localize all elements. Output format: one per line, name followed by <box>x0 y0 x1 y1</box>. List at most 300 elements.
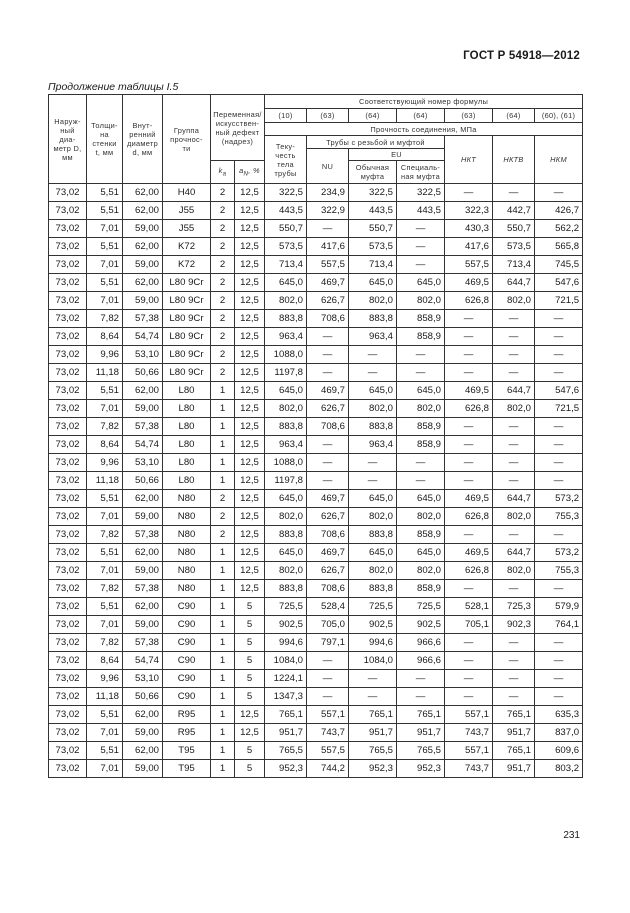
table-cell: 797,1 <box>307 634 349 652</box>
table-cell: 1 <box>211 616 235 634</box>
table-cell: 73,02 <box>49 328 87 346</box>
table-cell: 5,51 <box>87 544 123 562</box>
table-cell: 713,4 <box>349 256 397 274</box>
table-cell: 743,7 <box>445 760 493 778</box>
table-cell: — <box>349 670 397 688</box>
table-cell: 57,38 <box>123 580 163 598</box>
table-cell: 550,7 <box>265 220 307 238</box>
table-cell: 12,5 <box>235 544 265 562</box>
table-cell: 745,5 <box>535 256 583 274</box>
table-cell: 73,02 <box>49 724 87 742</box>
table-cell: 951,7 <box>493 760 535 778</box>
table-cell: 902,5 <box>349 616 397 634</box>
table-cell: 645,0 <box>397 274 445 292</box>
table-cell: 1197,8 <box>265 472 307 490</box>
table-cell: 7,01 <box>87 292 123 310</box>
table-cell: 644,7 <box>493 274 535 292</box>
table-cell: 2 <box>211 274 235 292</box>
table-cell: 951,7 <box>265 724 307 742</box>
table-cell: 62,00 <box>123 490 163 508</box>
table-cell: 2 <box>211 526 235 544</box>
table-cell: — <box>445 688 493 706</box>
table-cell: 7,01 <box>87 220 123 238</box>
table-cell: 802,0 <box>397 562 445 580</box>
table-cell: 743,7 <box>445 724 493 742</box>
table-cell: 802,0 <box>493 562 535 580</box>
table-cell: — <box>349 472 397 490</box>
table-cell: — <box>535 310 583 328</box>
table-row <box>49 490 583 508</box>
table-cell: 550,7 <box>493 220 535 238</box>
table-cell: 2 <box>211 328 235 346</box>
table-cell: 234,9 <box>307 184 349 202</box>
table-cell: 883,8 <box>265 526 307 544</box>
table-cell: L80 <box>163 454 211 472</box>
table-row <box>49 706 583 724</box>
table-cell: 858,9 <box>397 526 445 544</box>
table-cell: 73,02 <box>49 400 87 418</box>
table-cell: 5,51 <box>87 706 123 724</box>
table-cell: 469,7 <box>307 274 349 292</box>
table-cell: 62,00 <box>123 238 163 256</box>
table-cell: — <box>445 184 493 202</box>
table-cell: K72 <box>163 256 211 274</box>
table-cell: C90 <box>163 652 211 670</box>
table-cell: — <box>493 526 535 544</box>
table-cell: — <box>397 346 445 364</box>
table-cell: — <box>445 472 493 490</box>
table-cell: 755,3 <box>535 562 583 580</box>
table-cell: 725,3 <box>493 598 535 616</box>
table-cell: L80 <box>163 472 211 490</box>
table-cell: 765,1 <box>493 742 535 760</box>
table-cell: 322,5 <box>397 184 445 202</box>
table-cell: 469,5 <box>445 490 493 508</box>
table-cell: 73,02 <box>49 202 87 220</box>
table-cell: 1197,8 <box>265 364 307 382</box>
table-cell: 743,7 <box>307 724 349 742</box>
table-cell: 59,00 <box>123 724 163 742</box>
table-cell: 73,02 <box>49 472 87 490</box>
table-cell: 645,0 <box>265 274 307 292</box>
table-cell: 73,02 <box>49 292 87 310</box>
table-cell: 50,66 <box>123 472 163 490</box>
table-cell: — <box>535 436 583 454</box>
table-cell: — <box>445 364 493 382</box>
table-cell: 5 <box>235 634 265 652</box>
table-cell: — <box>493 634 535 652</box>
table-row <box>49 688 583 706</box>
table-cell: 73,02 <box>49 634 87 652</box>
table-cell: 626,7 <box>307 400 349 418</box>
table-cell: 725,5 <box>397 598 445 616</box>
table-cell: 469,5 <box>445 382 493 400</box>
table-cell: 62,00 <box>123 382 163 400</box>
table-cell: 12,5 <box>235 706 265 724</box>
table-cell: 2 <box>211 220 235 238</box>
table-cell: R95 <box>163 706 211 724</box>
formula-number: (64) <box>349 109 397 123</box>
table-cell: C90 <box>163 670 211 688</box>
table-cell: — <box>535 580 583 598</box>
table-cell: 12,5 <box>235 274 265 292</box>
table-cell: 557,1 <box>445 706 493 724</box>
formula-number: (64) <box>493 109 535 123</box>
table-cell: — <box>445 418 493 436</box>
table-cell: 62,00 <box>123 544 163 562</box>
table-cell: 765,1 <box>349 706 397 724</box>
table-cell: — <box>535 688 583 706</box>
table-cell: 966,6 <box>397 634 445 652</box>
table-cell: 1084,0 <box>265 652 307 670</box>
table-cell: 802,0 <box>265 562 307 580</box>
table-cell: L80 <box>163 400 211 418</box>
table-cell: 73,02 <box>49 742 87 760</box>
table-cell: — <box>349 454 397 472</box>
table-row <box>49 472 583 490</box>
table-cell: — <box>397 364 445 382</box>
table-cell: 883,8 <box>265 418 307 436</box>
table-cell: — <box>493 418 535 436</box>
table-cell: 837,0 <box>535 724 583 742</box>
table-cell: 579,9 <box>535 598 583 616</box>
table-cell: 469,5 <box>445 274 493 292</box>
table-caption: Продолжение таблицы I.5 <box>48 81 179 93</box>
table-cell: 59,00 <box>123 616 163 634</box>
table-cell: 73,02 <box>49 508 87 526</box>
table-cell: N80 <box>163 490 211 508</box>
table-cell: L80 <box>163 382 211 400</box>
table-cell: 802,0 <box>265 508 307 526</box>
table-cell: H40 <box>163 184 211 202</box>
table-cell: 5 <box>235 616 265 634</box>
table-cell: 528,4 <box>307 598 349 616</box>
table-cell: 59,00 <box>123 760 163 778</box>
table-cell: 73,02 <box>49 382 87 400</box>
table-cell: 8,64 <box>87 652 123 670</box>
formula-number: (63) <box>307 109 349 123</box>
table-cell: 573,5 <box>493 238 535 256</box>
table-cell: 5,51 <box>87 184 123 202</box>
table-cell: 12,5 <box>235 256 265 274</box>
table-cell: 858,9 <box>397 328 445 346</box>
table-row <box>49 580 583 598</box>
table-cell: — <box>535 184 583 202</box>
table-cell: 557,1 <box>307 706 349 724</box>
table-cell: — <box>307 688 349 706</box>
table-cell: 645,0 <box>397 382 445 400</box>
table-cell: L80 9Cr <box>163 274 211 292</box>
table-cell: 952,3 <box>349 760 397 778</box>
table-cell: 54,74 <box>123 328 163 346</box>
table-cell: — <box>397 256 445 274</box>
table-cell: 54,74 <box>123 652 163 670</box>
table-cell: 12,5 <box>235 526 265 544</box>
table-row <box>49 526 583 544</box>
table-cell: 1 <box>211 580 235 598</box>
table-cell: 573,5 <box>265 238 307 256</box>
col-body-yield: Теку- честь тела трубы <box>265 136 307 184</box>
table-cell: — <box>493 436 535 454</box>
table-cell: — <box>445 310 493 328</box>
table-row <box>49 346 583 364</box>
table-cell: 12,5 <box>235 364 265 382</box>
table-cell: — <box>349 364 397 382</box>
table-row <box>49 292 583 310</box>
table-cell: 708,6 <box>307 526 349 544</box>
table-cell: 59,00 <box>123 400 163 418</box>
table-cell: 963,4 <box>349 436 397 454</box>
table-cell: 73,02 <box>49 184 87 202</box>
table-cell: 645,0 <box>349 382 397 400</box>
table-cell: 2 <box>211 490 235 508</box>
table-cell: — <box>397 472 445 490</box>
table-cell: — <box>493 688 535 706</box>
table-cell: 902,3 <box>493 616 535 634</box>
table-cell: 12,5 <box>235 310 265 328</box>
table-cell: 858,9 <box>397 436 445 454</box>
table-cell: — <box>307 652 349 670</box>
table-cell: 12,5 <box>235 562 265 580</box>
table-cell: 626,7 <box>307 562 349 580</box>
table-cell: L80 9Cr <box>163 292 211 310</box>
table-cell: 469,7 <box>307 490 349 508</box>
table-row <box>49 544 583 562</box>
table-cell: 951,7 <box>493 724 535 742</box>
table-cell: 883,8 <box>349 310 397 328</box>
table-cell: 73,02 <box>49 310 87 328</box>
table-cell: 645,0 <box>349 490 397 508</box>
table-cell: 73,02 <box>49 220 87 238</box>
table-cell: 645,0 <box>349 274 397 292</box>
table-cell: 765,5 <box>397 742 445 760</box>
table-cell: 713,4 <box>493 256 535 274</box>
table-cell: 550,7 <box>349 220 397 238</box>
table-cell: — <box>349 346 397 364</box>
table-row <box>49 508 583 526</box>
table-cell: 557,5 <box>307 742 349 760</box>
table-cell: 765,1 <box>493 706 535 724</box>
table-cell: 1088,0 <box>265 454 307 472</box>
table-cell: 1 <box>211 382 235 400</box>
table-cell: 626,7 <box>307 508 349 526</box>
table-cell: 952,3 <box>265 760 307 778</box>
table-cell: 59,00 <box>123 562 163 580</box>
table-cell: 7,82 <box>87 310 123 328</box>
table-cell: 802,0 <box>397 292 445 310</box>
table-cell: 12,5 <box>235 184 265 202</box>
table-cell: 7,82 <box>87 580 123 598</box>
table-cell: 708,6 <box>307 310 349 328</box>
table-row <box>49 670 583 688</box>
table-row <box>49 724 583 742</box>
table-cell: 12,5 <box>235 580 265 598</box>
table-cell: 73,02 <box>49 652 87 670</box>
table-cell: 5,51 <box>87 490 123 508</box>
table-cell: 7,01 <box>87 760 123 778</box>
table-cell: 645,0 <box>397 490 445 508</box>
table-cell: — <box>535 472 583 490</box>
table-cell: 73,02 <box>49 418 87 436</box>
table-cell: — <box>535 670 583 688</box>
table-row <box>49 256 583 274</box>
col-nkt: НКТ <box>445 136 493 184</box>
table-row <box>49 742 583 760</box>
table-cell: — <box>307 220 349 238</box>
table-cell: 50,66 <box>123 688 163 706</box>
table-cell: R95 <box>163 724 211 742</box>
table-cell: 2 <box>211 292 235 310</box>
strength-table <box>48 94 583 778</box>
eu-header: EU <box>349 149 445 161</box>
table-row <box>49 436 583 454</box>
table-cell: 573,2 <box>535 490 583 508</box>
table-cell: 1084,0 <box>349 652 397 670</box>
table-cell: C90 <box>163 598 211 616</box>
table-cell: 765,5 <box>265 742 307 760</box>
table-cell: — <box>397 220 445 238</box>
table-cell: L80 9Cr <box>163 364 211 382</box>
table-cell: — <box>535 526 583 544</box>
table-cell: — <box>307 670 349 688</box>
table-cell: — <box>535 454 583 472</box>
col-inner-diameter: Внут- ренний диаметр d, мм <box>123 95 163 184</box>
table-cell: 2 <box>211 346 235 364</box>
table-cell: 73,02 <box>49 526 87 544</box>
table-cell: 73,02 <box>49 544 87 562</box>
table-cell: 12,5 <box>235 238 265 256</box>
table-cell: 5 <box>235 760 265 778</box>
table-cell: 644,7 <box>493 382 535 400</box>
table-cell: 430,3 <box>445 220 493 238</box>
table-cell: 73,02 <box>49 688 87 706</box>
col-k-a: $k_а$ <box>211 161 235 184</box>
table-cell: 5 <box>235 742 265 760</box>
table-cell: 12,5 <box>235 346 265 364</box>
table-cell: — <box>307 364 349 382</box>
table-cell: — <box>445 328 493 346</box>
table-cell: 9,96 <box>87 454 123 472</box>
table-cell: 803,2 <box>535 760 583 778</box>
table-cell: 713,4 <box>265 256 307 274</box>
table-cell: 802,0 <box>349 292 397 310</box>
table-cell: — <box>445 652 493 670</box>
table-cell: 951,7 <box>397 724 445 742</box>
col-nu: NU <box>307 149 349 184</box>
table-cell: 609,6 <box>535 742 583 760</box>
table-cell: 12,5 <box>235 454 265 472</box>
table-cell: 902,5 <box>265 616 307 634</box>
table-cell: 708,6 <box>307 580 349 598</box>
table-cell: 765,5 <box>349 742 397 760</box>
table-cell: 53,10 <box>123 346 163 364</box>
table-cell: 765,1 <box>397 706 445 724</box>
table-cell: 626,7 <box>307 292 349 310</box>
table-cell: 802,0 <box>493 292 535 310</box>
table-cell: 12,5 <box>235 400 265 418</box>
table-cell: 53,10 <box>123 670 163 688</box>
table-cell: 469,5 <box>445 544 493 562</box>
table-cell: 802,0 <box>265 400 307 418</box>
table-cell: 645,0 <box>265 382 307 400</box>
col-regular-coupling: Обычная муфта <box>349 161 397 184</box>
table-cell: 73,02 <box>49 598 87 616</box>
table-cell: 469,7 <box>307 544 349 562</box>
table-cell: 12,5 <box>235 328 265 346</box>
table-cell: 73,02 <box>49 760 87 778</box>
table-cell: 54,74 <box>123 436 163 454</box>
table-cell: 2 <box>211 238 235 256</box>
table-cell: L80 <box>163 436 211 454</box>
table-cell: N80 <box>163 544 211 562</box>
table-cell: 705,0 <box>307 616 349 634</box>
table-cell: 565,8 <box>535 238 583 256</box>
table-cell: 426,7 <box>535 202 583 220</box>
table-cell: 951,7 <box>349 724 397 742</box>
table-cell: 7,01 <box>87 400 123 418</box>
table-cell: 50,66 <box>123 364 163 382</box>
strength-header: Прочность соединения, МПа <box>265 123 583 136</box>
table-cell: — <box>397 238 445 256</box>
table-row <box>49 562 583 580</box>
table-cell: 1 <box>211 472 235 490</box>
table-cell: 5,51 <box>87 202 123 220</box>
table-cell: T95 <box>163 742 211 760</box>
table-cell: 626,8 <box>445 562 493 580</box>
table-cell: L80 9Cr <box>163 310 211 328</box>
table-cell: 73,02 <box>49 580 87 598</box>
table-cell: 1 <box>211 436 235 454</box>
table-cell: 62,00 <box>123 598 163 616</box>
table-cell: 5,51 <box>87 598 123 616</box>
table-cell: 73,02 <box>49 706 87 724</box>
table-cell: 725,5 <box>349 598 397 616</box>
table-row <box>49 364 583 382</box>
table-cell: 765,1 <box>265 706 307 724</box>
table-cell: 994,6 <box>265 634 307 652</box>
table-cell: 963,4 <box>349 328 397 346</box>
table-cell: — <box>397 688 445 706</box>
table-row <box>49 598 583 616</box>
table-row <box>49 382 583 400</box>
table-cell: 12,5 <box>235 382 265 400</box>
table-cell: 8,64 <box>87 328 123 346</box>
table-cell: — <box>493 472 535 490</box>
table-cell: 12,5 <box>235 220 265 238</box>
table-cell: 547,6 <box>535 274 583 292</box>
table-cell: L80 9Cr <box>163 328 211 346</box>
table-cell: 802,0 <box>349 508 397 526</box>
table-cell: 7,01 <box>87 724 123 742</box>
col-wall-thickness: Толщи- на стенки t, мм <box>87 95 123 184</box>
table-cell: 73,02 <box>49 364 87 382</box>
formula-number: (64) <box>397 109 445 123</box>
table-cell: 12,5 <box>235 472 265 490</box>
table-cell: 1 <box>211 634 235 652</box>
table-cell: 802,0 <box>349 562 397 580</box>
table-cell: — <box>445 436 493 454</box>
table-cell: 725,5 <box>265 598 307 616</box>
table-cell: 1347,3 <box>265 688 307 706</box>
table-cell: — <box>397 670 445 688</box>
table-cell: 62,00 <box>123 184 163 202</box>
table-cell: 12,5 <box>235 724 265 742</box>
table-cell: 883,8 <box>349 580 397 598</box>
table-cell: 62,00 <box>123 706 163 724</box>
table-row <box>49 184 583 202</box>
table-cell: 1224,1 <box>265 670 307 688</box>
table-cell: 1 <box>211 454 235 472</box>
